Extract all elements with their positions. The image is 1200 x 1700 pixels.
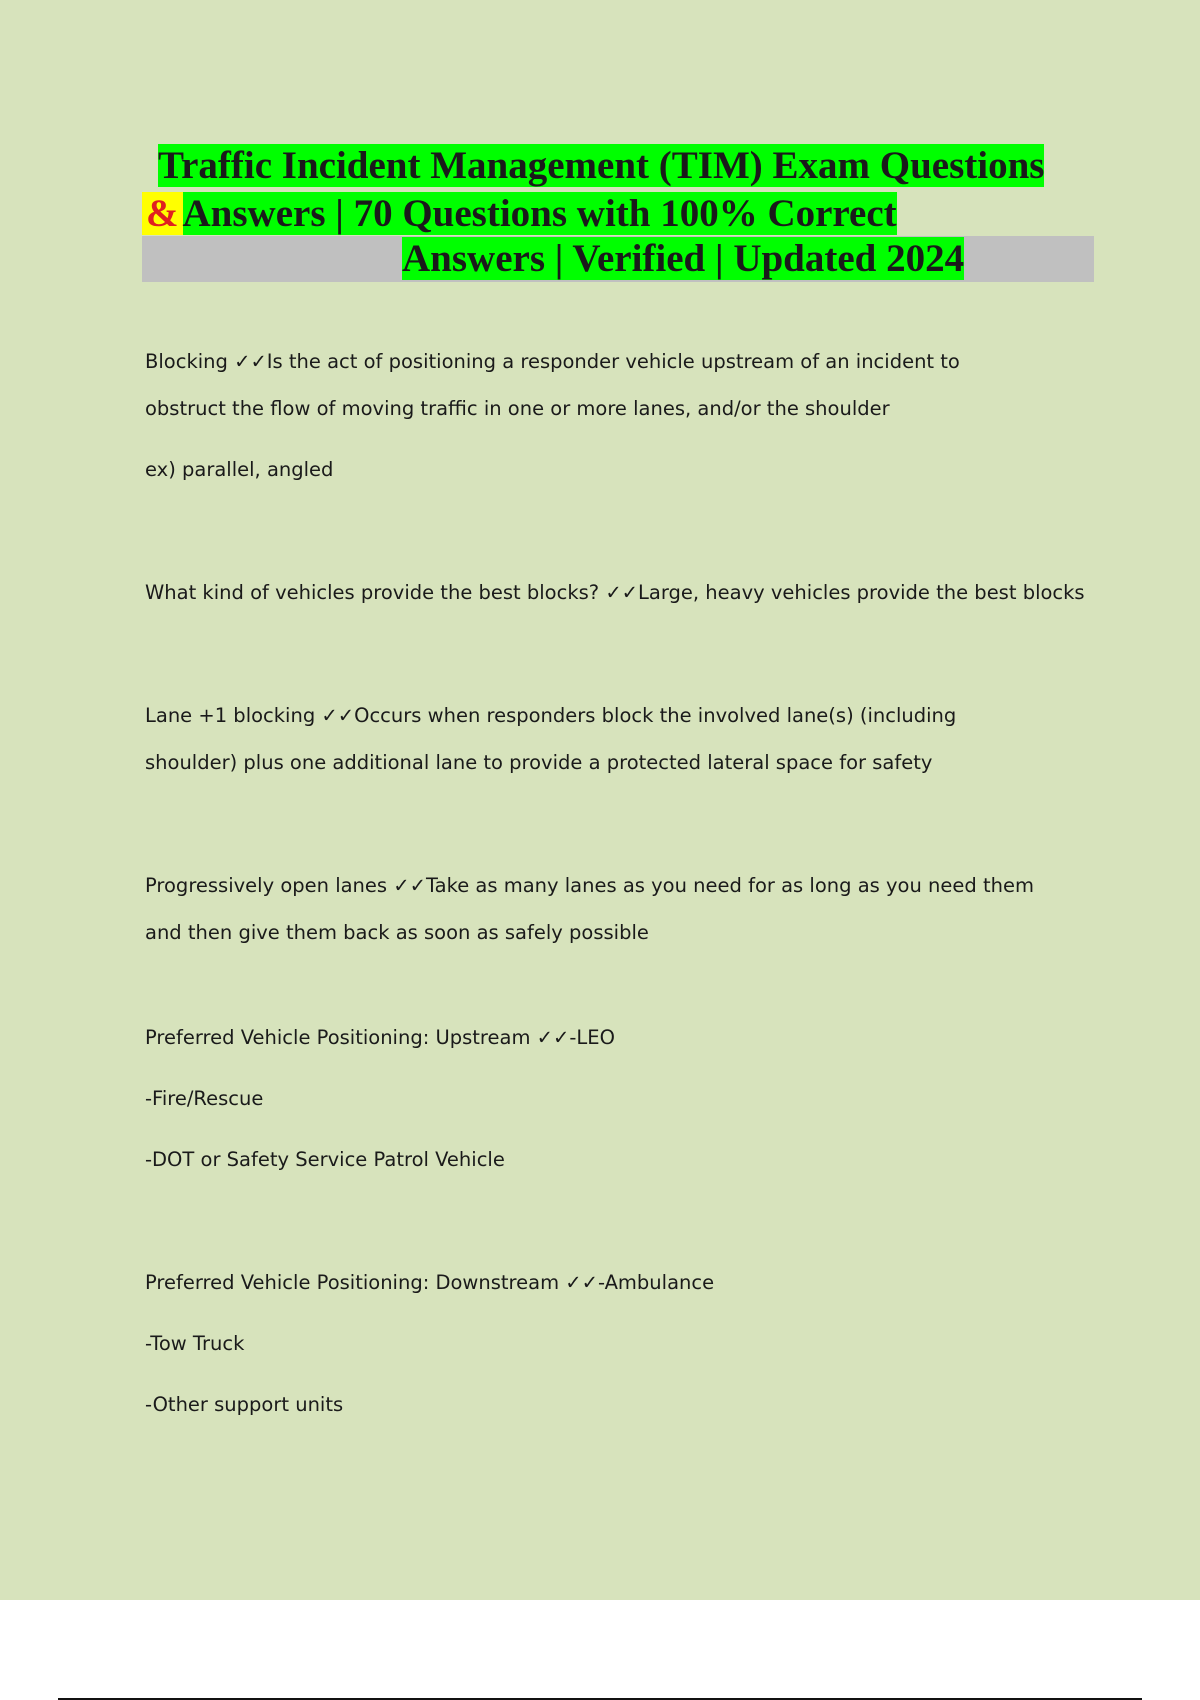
qa-term: Blocking [145, 350, 228, 373]
qa-line [145, 1259, 1065, 1306]
check-mark-icon: ✓✓ [565, 1271, 598, 1294]
qa-list [145, 338, 1085, 1428]
qa-term: Progressively open lanes [145, 874, 388, 897]
qa-answer: Large, heavy vehicles provide the best blocks [638, 581, 1085, 604]
qa-line: obstruct the flow of moving traffic in one or more lanes, and/or the shoulder [145, 397, 890, 420]
qa-term: Lane +1 blocking [145, 704, 316, 727]
qa-line [145, 862, 1065, 909]
title-line-2-text: Answers | 70 Questions with 100% Correct [182, 192, 897, 235]
qa-item-blocking [145, 338, 1065, 493]
title-ampersand: & [142, 192, 183, 235]
qa-answer: Occurs when responders block the involved lane(s) (including [354, 704, 957, 727]
qa-extra-line: -Other support units [145, 1393, 344, 1416]
qa-line [145, 1014, 1065, 1061]
check-mark-icon: ✓✓ [393, 874, 426, 897]
qa-line [145, 338, 1065, 385]
qa-item-downstream [145, 1259, 1065, 1428]
check-mark-icon: ✓✓ [536, 1026, 570, 1049]
title-line-2 [142, 190, 1094, 238]
qa-line [145, 569, 1085, 616]
title-line-1 [142, 142, 1094, 190]
qa-term: Preferred Vehicle Positioning: Upstream [145, 1026, 531, 1049]
qa-answer: -Ambulance [597, 1271, 715, 1294]
qa-line: shoulder) plus one additional lane to provide a protected lateral space for safety [145, 751, 933, 774]
document-title [142, 142, 1094, 282]
check-mark-icon: ✓✓ [321, 704, 355, 727]
title-line-1-text: Traffic Incident Management (TIM) Exam Questions [158, 144, 1045, 187]
qa-term: What kind of vehicles provide the best blocks? [145, 581, 600, 604]
title-line-3 [142, 236, 1094, 282]
check-mark-icon: ✓✓ [234, 350, 267, 373]
qa-answer: Take as many lanes as you need for as long as you need them [425, 874, 1034, 897]
qa-extra-line: -Fire/Rescue [145, 1087, 264, 1110]
qa-item-progressively-open [145, 862, 1065, 956]
check-mark-icon: ✓✓ [605, 581, 639, 604]
qa-answer: -LEO [569, 1026, 615, 1049]
qa-extra-line: -Tow Truck [145, 1332, 245, 1355]
qa-line [145, 692, 1065, 739]
qa-extra-line: ex) parallel, angled [145, 458, 334, 481]
qa-item-best-blocks [145, 569, 1085, 616]
qa-item-upstream [145, 1014, 1065, 1183]
qa-term: Preferred Vehicle Positioning: Downstream [145, 1271, 560, 1294]
title-line-3-text: Answers | Verified | Updated 2024 [402, 237, 965, 280]
qa-item-lane-plus-one [145, 692, 1065, 786]
qa-answer: Is the act of positioning a responder vehicle upstream of an incident to [266, 350, 960, 373]
qa-extra-line: -DOT or Safety Service Patrol Vehicle [145, 1148, 505, 1171]
qa-line: and then give them back as soon as safely possible [145, 921, 649, 944]
